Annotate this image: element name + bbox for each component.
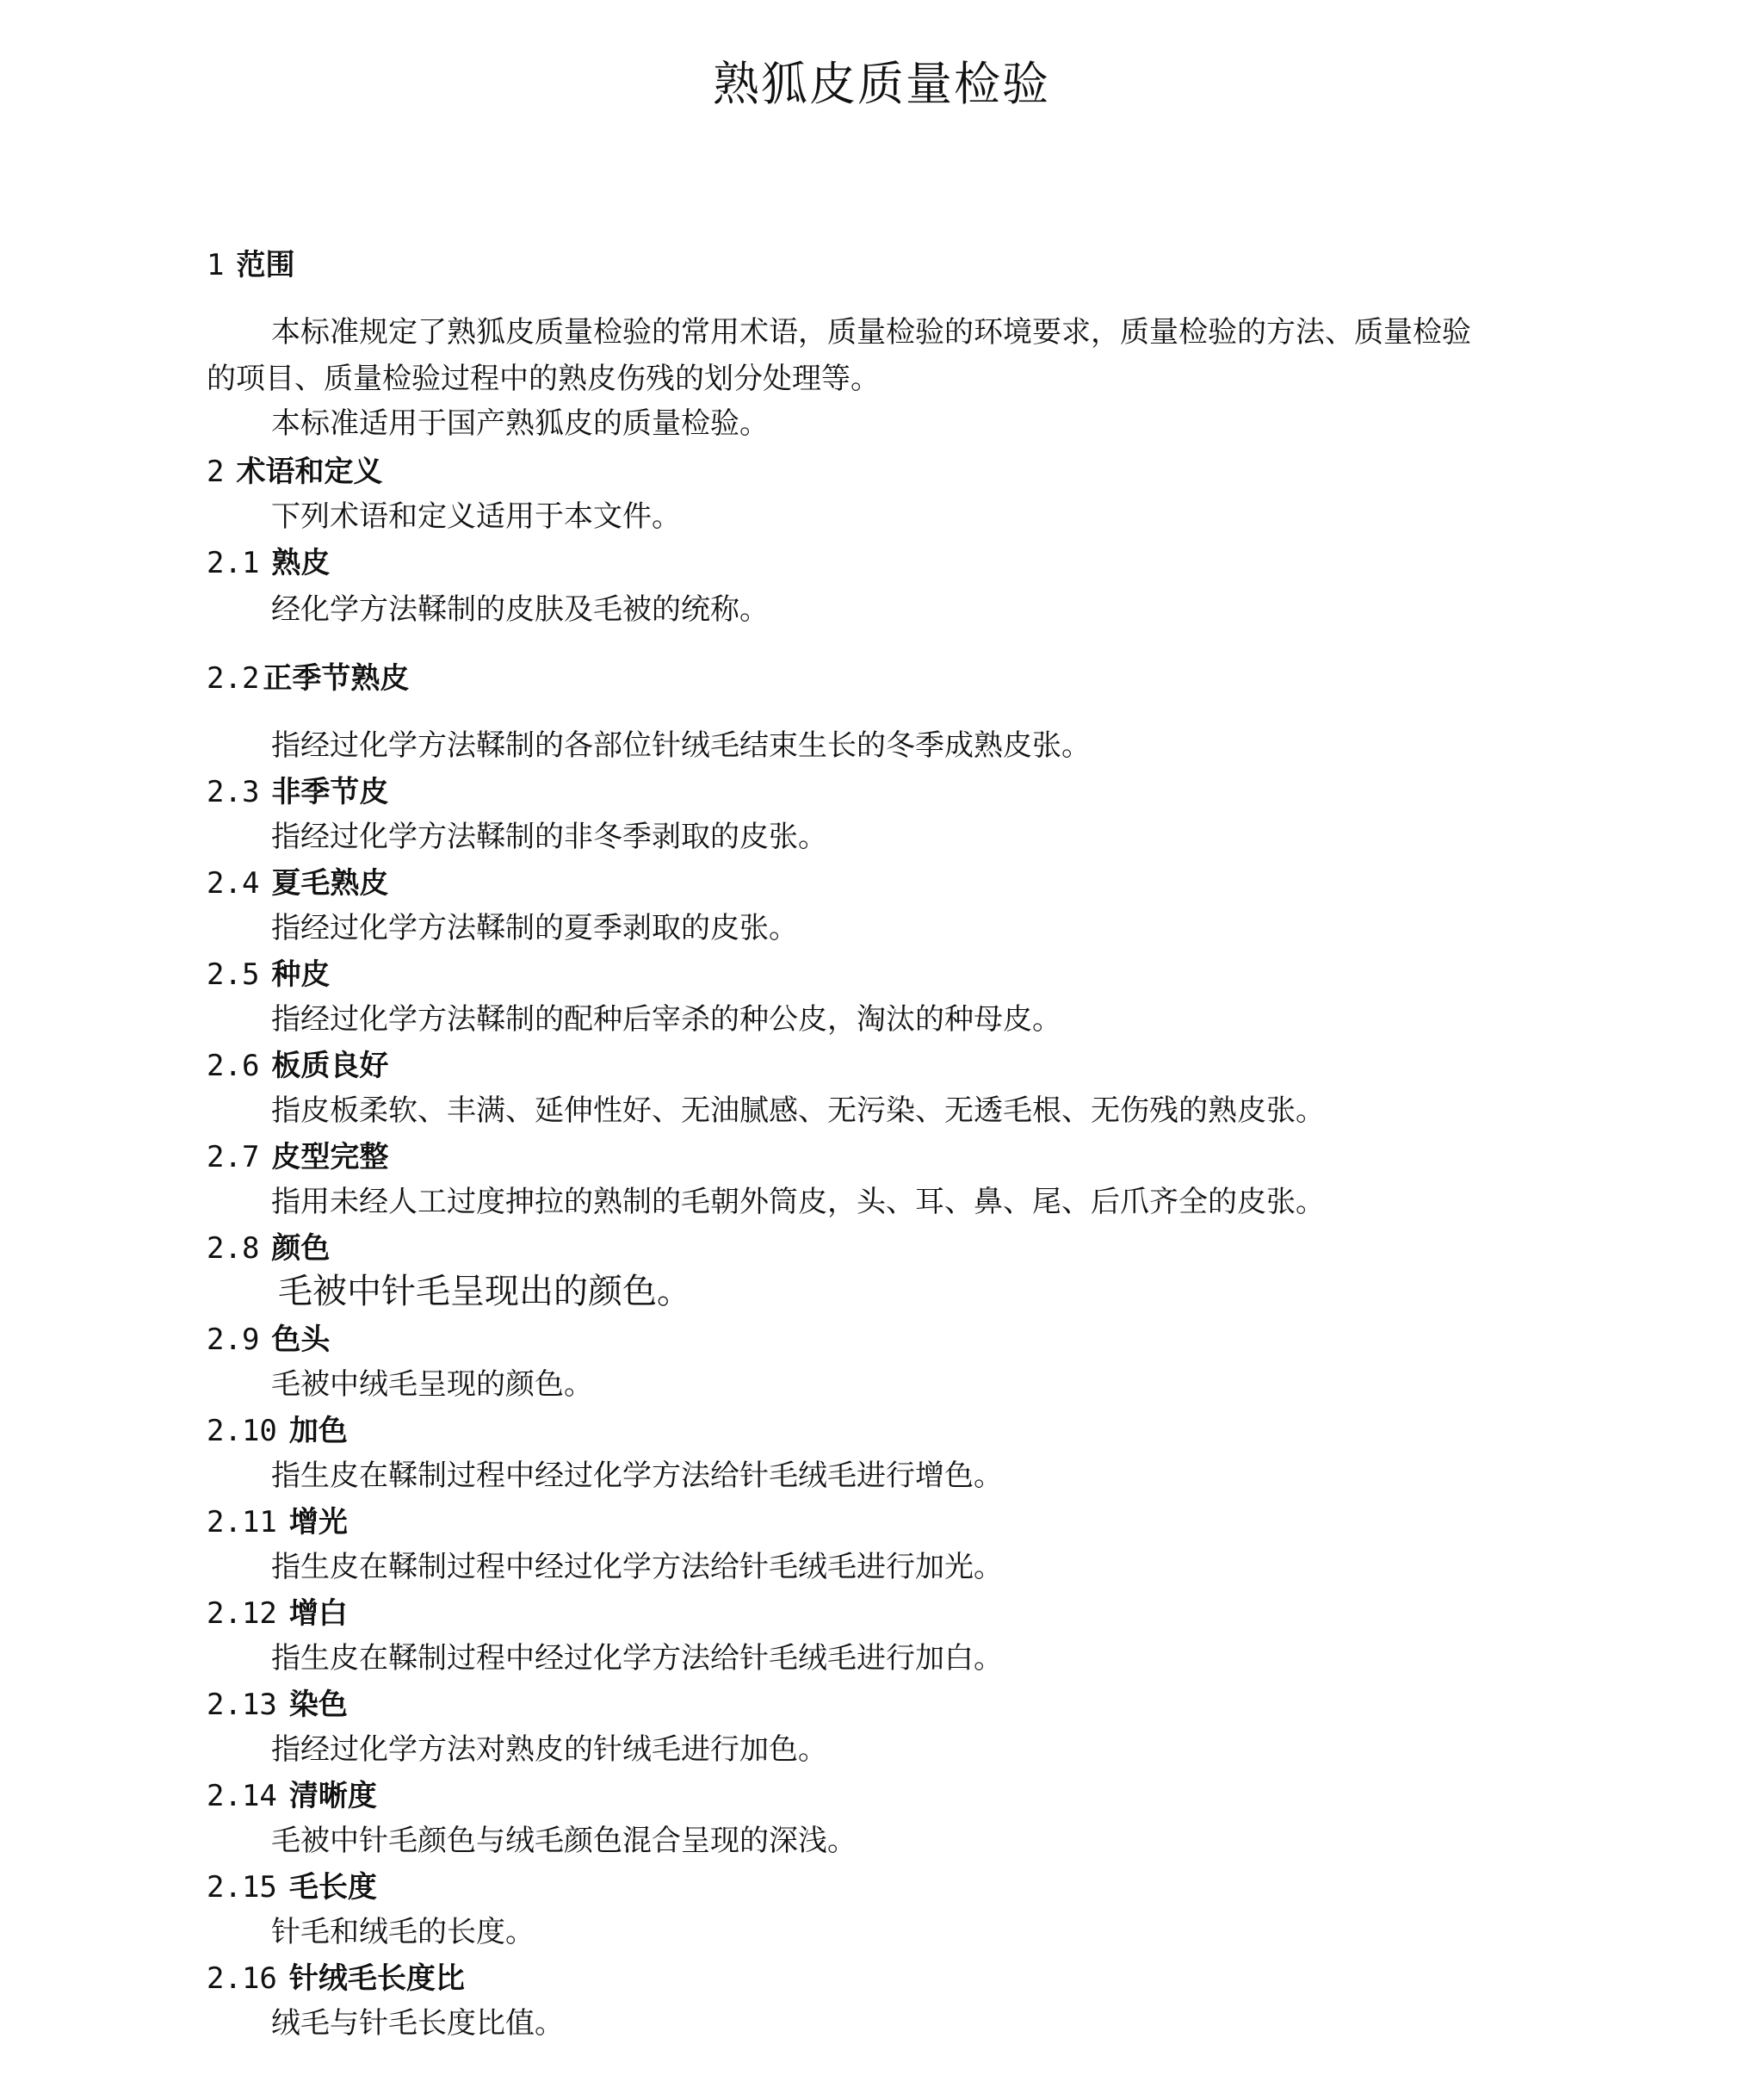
term-heading [207, 1865, 1601, 1910]
term-title: 板质良好 [271, 1049, 389, 1083]
term-number: 2.4 [207, 866, 260, 901]
section-heading-scope [207, 243, 1601, 288]
term-title: 增白 [288, 1596, 348, 1631]
term-definition: 毛被中针毛呈现出的颜色。 [278, 1272, 691, 1311]
term-heading [207, 770, 1601, 815]
scope-paragraph-line-2: 的项目、质量检验过程中的熟皮伤残的划分处理等。 [207, 362, 880, 396]
term-definition: 指经过化学方法鞣制的配种后宰杀的种公皮，淘汰的种母皮。 [271, 1002, 1061, 1037]
term-number: 2.8 [207, 1231, 260, 1266]
section-title: 范围 [236, 248, 295, 282]
term-definition: 指经过化学方法鞣制的夏季剥取的皮张。 [271, 911, 798, 945]
term-heading [207, 1317, 1601, 1362]
term-heading [207, 1500, 1601, 1545]
section-heading-terms [207, 449, 1601, 494]
term-number: 2.13 [207, 1688, 277, 1722]
term-title: 夏毛熟皮 [271, 866, 389, 901]
scope-paragraph-2: 本标准适用于国产熟狐皮的质量检验。 [271, 406, 769, 441]
term-title: 颜色 [271, 1231, 331, 1266]
scope-paragraph-line-1: 本标准规定了熟狐皮质量检验的常用术语，质量检验的环境要求，质量检验的方法、质量检验 [271, 315, 1471, 350]
term-definition: 指经过化学方法鞣制的非冬季剥取的皮张。 [271, 820, 827, 854]
term-number: 2.3 [207, 775, 260, 809]
term-number: 2.11 [207, 1505, 277, 1539]
term-definition: 指皮板柔软、丰满、延伸性好、无油腻感、无污染、无透毛根、无伤残的熟皮张。 [271, 1093, 1325, 1128]
term-definition: 毛被中针毛颜色与绒毛颜色混合呈现的深浅。 [271, 1824, 857, 1858]
term-number: 2.1 [207, 546, 260, 580]
term-number: 2.9 [207, 1323, 260, 1357]
term-number: 2.15 [207, 1870, 277, 1905]
term-heading [207, 952, 1601, 997]
term-heading [207, 1774, 1601, 1818]
term-title: 正季节熟皮 [263, 661, 410, 696]
term-title: 熟皮 [271, 546, 331, 580]
term-definition: 指用未经人工过度抻拉的熟制的毛朝外筒皮，头、耳、鼻、尾、后爪齐全的皮张。 [271, 1185, 1325, 1219]
term-definition: 指生皮在鞣制过程中经过化学方法给针毛绒毛进行增色。 [271, 1459, 1003, 1493]
term-heading [207, 1135, 1601, 1180]
document-title: 熟狐皮质量检验 [713, 57, 1050, 111]
term-heading [207, 1226, 1601, 1271]
term-title: 清晰度 [288, 1779, 377, 1813]
term-title: 针绒毛长度比 [288, 1961, 465, 1996]
term-heading [207, 656, 1601, 701]
term-definition: 指经过化学方法对熟皮的针绒毛进行加色。 [271, 1732, 827, 1767]
term-title: 色头 [271, 1323, 331, 1357]
term-heading [207, 1682, 1601, 1727]
term-definition: 毛被中绒毛呈现的颜色。 [271, 1367, 593, 1402]
term-number: 2.12 [207, 1596, 277, 1631]
section-title: 术语和定义 [236, 455, 383, 489]
term-heading [207, 1956, 1601, 2001]
terms-intro: 下列术语和定义适用于本文件。 [271, 499, 681, 534]
term-title: 皮型完整 [271, 1140, 389, 1174]
term-number: 2.2 [207, 661, 260, 696]
term-heading [207, 541, 1601, 585]
term-number: 2.16 [207, 1961, 277, 1996]
term-heading [207, 1591, 1601, 1636]
term-title: 毛长度 [288, 1870, 377, 1905]
section-number: 1 [207, 248, 225, 282]
term-number: 2.6 [207, 1049, 260, 1083]
term-heading [207, 1044, 1601, 1088]
term-number: 2.10 [207, 1414, 277, 1448]
term-heading [207, 1409, 1601, 1453]
term-number: 2.7 [207, 1140, 260, 1174]
term-title: 非季节皮 [271, 775, 389, 809]
term-definition: 经化学方法鞣制的皮肤及毛被的统称。 [271, 592, 769, 627]
term-title: 加色 [288, 1414, 348, 1448]
term-title: 染色 [288, 1688, 348, 1722]
term-heading [207, 861, 1601, 906]
term-definition: 指生皮在鞣制过程中经过化学方法给针毛绒毛进行加白。 [271, 1641, 1003, 1676]
section-number: 2 [207, 455, 225, 489]
term-number: 2.14 [207, 1779, 277, 1813]
term-definition: 针毛和绒毛的长度。 [271, 1915, 535, 1949]
term-title: 种皮 [271, 957, 331, 992]
term-number: 2.5 [207, 957, 260, 992]
term-definition: 指生皮在鞣制过程中经过化学方法给针毛绒毛进行加光。 [271, 1550, 1003, 1584]
term-title: 增光 [288, 1505, 348, 1539]
term-definition: 绒毛与针毛长度比值。 [271, 2006, 564, 2041]
term-definition: 指经过化学方法鞣制的各部位针绒毛结束生长的冬季成熟皮张。 [271, 728, 1091, 763]
